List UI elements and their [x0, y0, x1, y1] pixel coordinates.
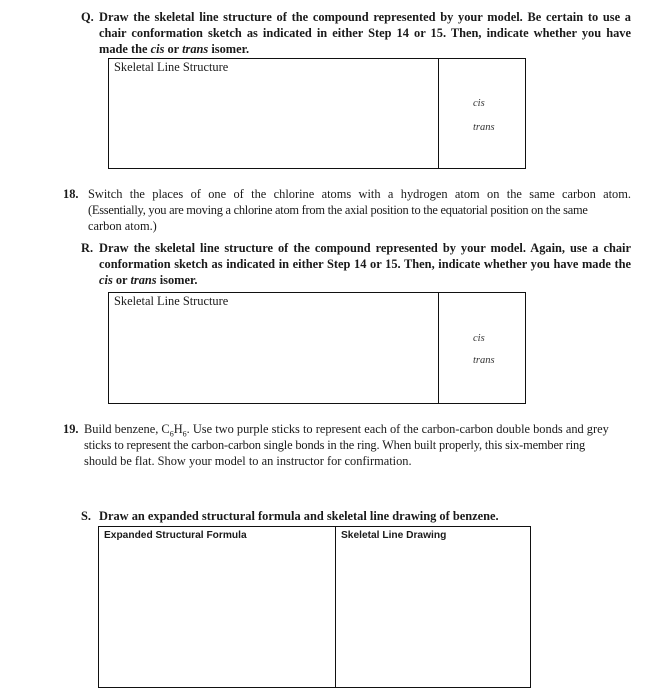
answer-box-q[interactable] [108, 58, 526, 169]
answer-box-q-divider [438, 59, 439, 168]
question-r-line2: conformation sketch as indicated in either Step 14 or 15. Then, indicate whether you have made the [99, 257, 631, 271]
question-q-line2: chair conformation sketch as indicated in either Step 14 or 15. Then, indicate whether you have [99, 26, 631, 40]
question-q-line1: Draw the skeletal line structure of the compound represented by your model. Be certain to use a [99, 10, 631, 24]
answer-box-s-left-title: Expanded Structural Formula [104, 530, 247, 541]
step-19-line2: sticks to represent the carbon-carbon single bonds in the ring. When built properly, this six-member ring [84, 438, 586, 452]
answer-box-r-trans-option[interactable]: trans [473, 355, 495, 366]
answer-box-q-title: Skeletal Line Structure [114, 60, 229, 74]
step-19-label: 19. [63, 422, 79, 436]
answer-box-s[interactable] [98, 526, 531, 688]
question-r-label: R. [81, 241, 94, 255]
answer-box-s-divider [335, 527, 336, 687]
step-18-line1: Switch the places of one of the chlorine atoms with a hydrogen atom on the same carbon atom. [88, 187, 631, 201]
step-18-line3: carbon atom.) [88, 219, 157, 233]
answer-box-q-cis-option[interactable]: cis [473, 98, 485, 109]
answer-box-s-right-title: Skeletal Line Drawing [341, 530, 447, 541]
answer-box-r[interactable] [108, 292, 526, 404]
question-r-line1: Draw the skeletal line structure of the compound represented by your model. Again, use a chair [99, 241, 631, 255]
question-r-line3: cis or trans isomer. [99, 273, 198, 287]
answer-box-r-divider [438, 293, 439, 403]
answer-box-r-title: Skeletal Line Structure [114, 294, 229, 308]
answer-box-r-cis-option[interactable]: cis [473, 333, 485, 344]
question-s-label: S. [81, 509, 91, 523]
question-s-line1: Draw an expanded structural formula and skeletal line drawing of benzene. [99, 509, 499, 523]
step-19-line1: Build benzene, $C_6H_6$. Use two purple sticks to represent each of the carbon-carbon double bonds and grey [84, 422, 609, 439]
step-19-line3: should be flat. Show your model to an instructor for confirmation. [84, 454, 412, 468]
question-q-line3: made the cis or trans isomer. [99, 42, 250, 56]
question-q-label: Q. [81, 10, 94, 24]
answer-box-q-trans-option[interactable]: trans [473, 122, 495, 133]
step-18-line2: (Essentially, you are moving a chlorine atom from the axial position to the equatorial position on the same [88, 203, 588, 217]
step-18-label: 18. [63, 187, 79, 201]
